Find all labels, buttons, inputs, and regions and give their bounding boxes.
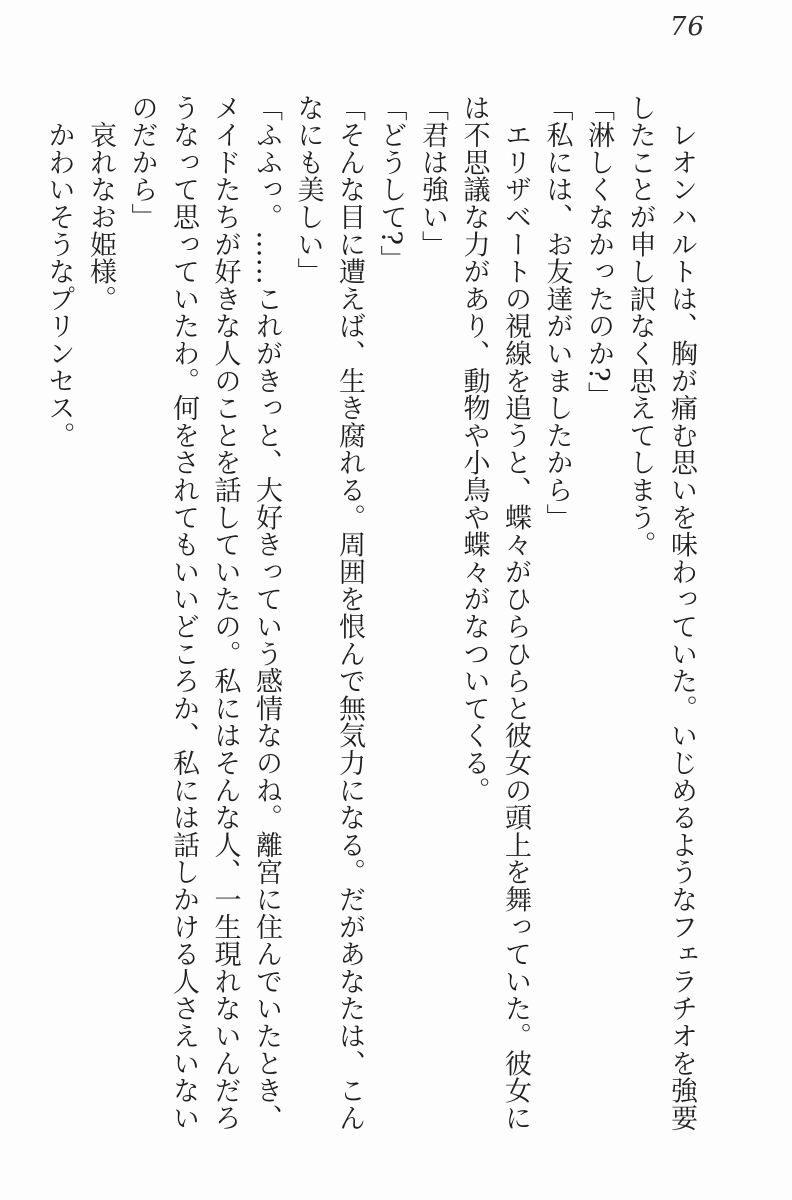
text-line: 「ふふっ。……これがきっと、大好きっていう感情なのね。離宮に住んでいたとき、 xyxy=(251,94,282,1132)
text-line: したことが申し訳なく思えてしまう。 xyxy=(624,94,656,559)
text-line: 「私には、お友達がいましたから」 xyxy=(541,94,573,531)
text-line: レオンハルトは、胸が痛む思いを味わっていた。いじめるようなフェラチオを強要 xyxy=(666,94,697,1132)
text-line: メイドたちが好きな人のことを話していたの。私にはそんな人、一生現れないんだろ xyxy=(209,94,241,1132)
text-line: うなって思っていたわ。何をされてもいいどころか、私には話しかける人さえいない xyxy=(168,94,199,1132)
text-line: 「淋しくなかったのか?」 xyxy=(583,94,614,410)
text-line: 「君は強い」 xyxy=(417,94,448,258)
text-line: は不思議な力があり、動物や小鳥や蝶々がなついてくる。 xyxy=(458,94,490,804)
text-line: エリザベートの視線を追うと、蝶々がひらひらと彼女の頭上を舞っていた。彼女に xyxy=(500,94,531,1132)
page-number: 76 xyxy=(669,12,705,42)
text-line: 「そんな目に遭えば、生き腐れる。周囲を恨んで無気力になる。だがあなたは、こん xyxy=(334,94,365,1132)
text-line: なにも美しい」 xyxy=(292,94,324,286)
text-line: かわいそうなプリンセス。 xyxy=(43,94,75,449)
text-line: 「どうして?」 xyxy=(375,94,407,273)
text-line: のだから」 xyxy=(126,94,158,231)
text-line: 哀れなお姫様。 xyxy=(85,94,116,313)
text-block xyxy=(38,94,702,1166)
